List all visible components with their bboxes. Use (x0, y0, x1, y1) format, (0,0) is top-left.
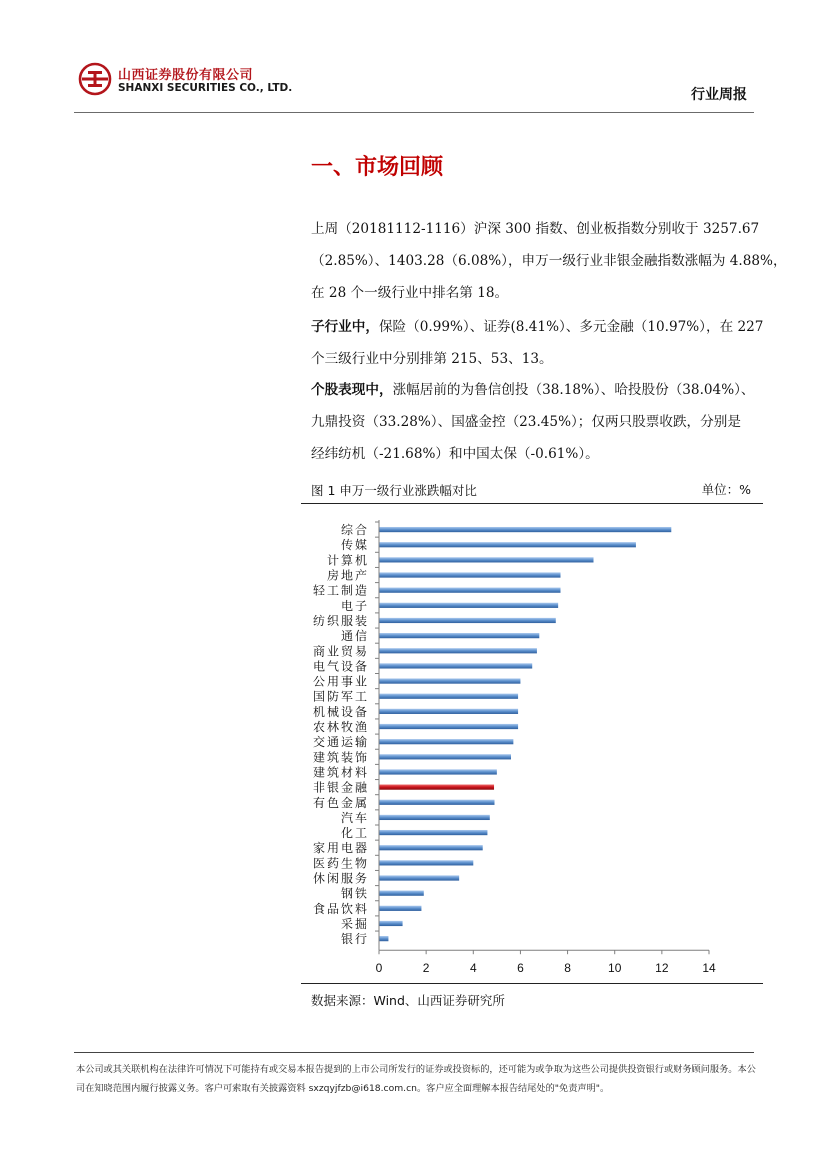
x-tick-label: 4 (469, 961, 477, 976)
category-label: 国防军工 (312, 689, 369, 704)
bar (379, 588, 561, 593)
category-label: 计算机 (326, 553, 369, 568)
paragraph-lead: 个股表现中， (311, 382, 393, 398)
paragraph-lead: 子行业中， (311, 319, 379, 335)
category-label: 家用电器 (312, 841, 369, 856)
bar (379, 542, 636, 547)
bar (379, 663, 532, 668)
text-line: 保险（0.99%）、证券(8.41%）、多元金融（10.97%），在 227 (378, 319, 764, 335)
figure-top-rule (301, 503, 763, 504)
figure-unit: 单位：% (701, 482, 751, 497)
text-line: 在 28 个一级行业中排名第 18。 (311, 285, 509, 301)
bar (379, 724, 518, 729)
bar (379, 815, 490, 820)
category-label: 商业贸易 (312, 644, 369, 659)
category-label: 有色金属 (312, 795, 369, 810)
x-tick-label: 2 (422, 961, 430, 976)
category-label: 银行 (340, 932, 369, 947)
category-label: 纺织服装 (312, 613, 369, 628)
category-label: 钢铁 (340, 886, 369, 901)
bar (379, 769, 497, 774)
category-label: 电气设备 (312, 659, 369, 674)
x-tick-label: 12 (655, 961, 669, 976)
paragraph-sub-industry (311, 311, 764, 375)
category-label: 综合 (340, 523, 369, 538)
category-label: 农林牧渔 (312, 720, 369, 735)
category-label: 采掘 (340, 916, 369, 931)
x-tick-label: 10 (608, 961, 622, 976)
figure-caption (311, 480, 751, 499)
bar (379, 739, 513, 744)
bar (379, 618, 556, 623)
category-label: 非银金融 (312, 780, 369, 795)
bar (379, 527, 671, 532)
bar (379, 921, 403, 926)
header-divider (74, 112, 754, 113)
bar (379, 860, 473, 865)
category-label: 机械设备 (312, 704, 369, 719)
x-tick-label: 0 (375, 961, 383, 976)
x-tick-label: 6 (517, 961, 524, 976)
figure-title: 图 1 申万一级行业涨跌幅对比 (311, 483, 477, 498)
text-line: 上周（20181112-1116）沪深 300 指数、创业板指数分别收于 3257.67 (311, 221, 760, 237)
bar (379, 694, 518, 699)
report-type-label: 行业周报 (691, 87, 747, 103)
company-name-cn: 山西证券股份有限公司 (118, 68, 254, 83)
bar (379, 845, 483, 850)
x-tick-label: 14 (702, 961, 716, 976)
text-line: 个三级行业中分别排第 215、53、13。 (311, 351, 553, 367)
shanxi-securities-logo-icon (78, 62, 112, 96)
category-label: 传媒 (340, 538, 369, 553)
figure-bottom-rule (301, 983, 763, 984)
footer-divider (74, 1052, 754, 1053)
bar (379, 633, 539, 638)
category-label: 化工 (340, 826, 369, 841)
x-tick-label: 8 (564, 961, 571, 976)
company-name-en: SHANXI SECURITIES CO., LTD. (118, 82, 293, 94)
text-line: 九鼎投资（33.28%）、国盛金控（23.45%）；仅两只股票收跌，分别是 (311, 414, 741, 430)
bar (379, 906, 421, 911)
bar (379, 678, 520, 683)
category-label: 轻工制造 (312, 583, 369, 598)
category-label: 建筑材料 (312, 765, 369, 780)
bar (379, 891, 424, 896)
paragraph-stock-performance (311, 374, 755, 470)
bar (379, 603, 558, 608)
bar (379, 648, 537, 653)
paragraph-market-review (311, 213, 787, 309)
bar (379, 709, 518, 714)
category-label: 食品饮料 (312, 901, 369, 916)
section-title: 一、市场回顾 (311, 155, 444, 180)
category-label: 医药生物 (312, 856, 369, 871)
bar (379, 557, 594, 562)
text-line: 涨幅居前的为鲁信创投（38.18%）、哈投股份（38.04%）、 (392, 382, 755, 398)
category-label: 休闲服务 (312, 871, 369, 886)
text-line: （2.85%）、1403.28（6.08%），申万一级行业非银金融指数涨幅为 4.88%， (311, 253, 787, 269)
bar (379, 875, 459, 880)
bar (379, 830, 487, 835)
bar (379, 754, 511, 759)
category-label: 汽车 (340, 810, 369, 825)
bar (379, 572, 561, 577)
bar (379, 936, 388, 941)
category-label: 建筑装饰 (312, 750, 369, 765)
industry-change-bar-chart (301, 506, 763, 982)
bar (379, 800, 495, 805)
category-label: 交通运输 (312, 735, 369, 750)
category-label: 房地产 (326, 568, 369, 583)
data-source: 数据来源：Wind、山西证券研究所 (311, 993, 505, 1008)
footer-disclaimer: 本公司或其关联机构在法律许可情况下可能持有或交易本报告提到的上市公司所发行的证券或投资标的，还可能为或争取为这些公司提供投资银行或财务顾问服务。本公司在知晓范围内履行披露义务。客户可索取有关披露资料 sxzqyjfzb@i618.com.cn。客户应全面理解本报告结尾处的"免责声明"。 (76, 1064, 756, 1094)
bar-highlight (379, 785, 494, 790)
text-line: 经纬纺机（-21.68%）和中国太保（-0.61%）。 (311, 446, 599, 462)
category-label: 电子 (340, 598, 369, 613)
category-label: 通信 (340, 629, 369, 644)
category-label: 公用事业 (312, 674, 369, 689)
